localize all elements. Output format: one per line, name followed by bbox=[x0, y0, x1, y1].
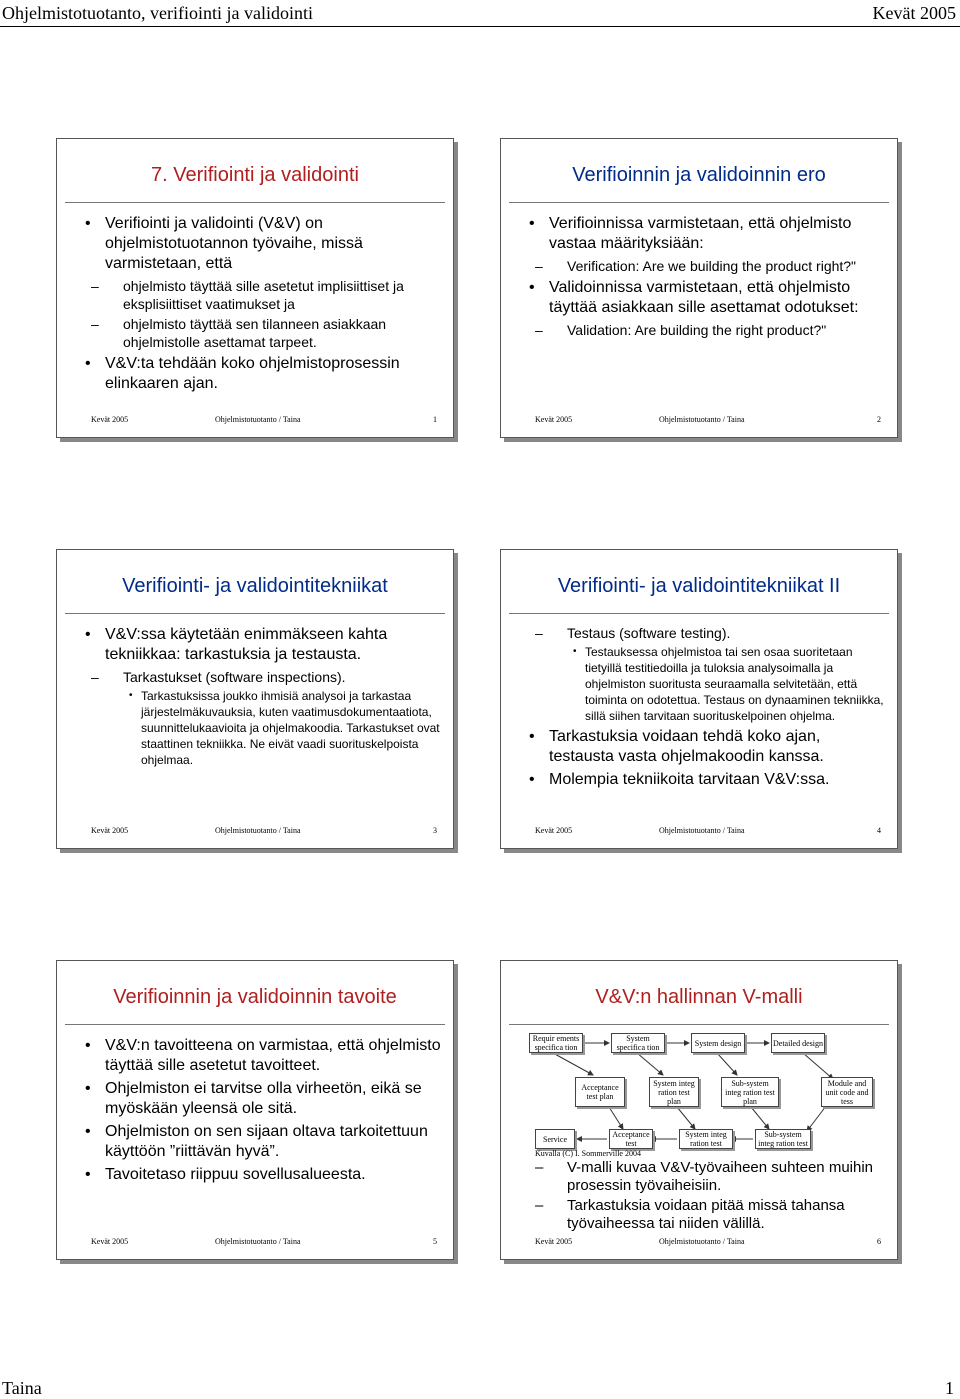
bullet: • Ohjelmiston ei tarvitse olla virheetön, eikä se myöskään yleensä ole sitä. bbox=[75, 1079, 441, 1119]
slide-number: 4 bbox=[877, 826, 881, 835]
title-rule bbox=[65, 613, 445, 614]
slide-footer-course: Ohjelmistotuotanto / Taina bbox=[659, 826, 745, 835]
footer-author: Taina bbox=[2, 1378, 42, 1398]
sub-bullet: – V-malli kuvaa V&V-työvaiheen suhteen muihin prosessin työvaiheisiin. bbox=[519, 1159, 885, 1195]
slide-footer bbox=[509, 826, 889, 838]
slide-number: 1 bbox=[433, 415, 437, 424]
slide-footer-date: Kevät 2005 bbox=[535, 415, 573, 424]
bullet: • Ohjelmiston on sen sijaan oltava tarkoitettuun käyttöön ”riittävän hyvä”. bbox=[75, 1122, 441, 1162]
slide-title: V&V:n hallinnan V-malli bbox=[595, 986, 803, 1008]
slide-body bbox=[519, 1157, 885, 1235]
slide-body bbox=[75, 211, 441, 397]
v-box-system-spec: System specifica tion bbox=[611, 1033, 665, 1053]
bullet: • V&V:ta tehdään koko ohjelmistoprosessin elinkaaren ajan. bbox=[75, 354, 441, 394]
bullet: • Validoinnissa varmistetaan, että ohjelmisto täyttää asiakkaan sille asettamat odotukset: bbox=[519, 278, 885, 318]
slide-6 bbox=[500, 960, 898, 1260]
title-rule bbox=[509, 202, 889, 203]
v-box-requirements-spec: Requir ements specifica tion bbox=[529, 1033, 583, 1053]
bullet: • Molempia tekniikoita tarvitaan V&V:ssa. bbox=[519, 770, 885, 790]
sub-bullet: – Testaus (software testing). bbox=[519, 624, 885, 642]
title-rule bbox=[65, 202, 445, 203]
slide-title: Verifiointi- ja validointitekniikat bbox=[122, 575, 388, 597]
bullet: • V&V:n tavoitteena on varmistaa, että ohjelmisto täyttää sille asetetut tavoitteet. bbox=[75, 1036, 441, 1076]
v-box-service: Service bbox=[535, 1129, 575, 1149]
bullet: • V&V:ssa käytetään enimmäkseen kahta tekniikkaa: tarkastuksia ja testausta. bbox=[75, 625, 441, 665]
slide-title: Verifioinnin ja validoinnin ero bbox=[572, 164, 826, 186]
title-rule bbox=[65, 1024, 445, 1025]
slide-1 bbox=[56, 138, 454, 438]
bullet: • Verifioinnissa varmistetaan, että ohjelmisto vastaa määrityksiään: bbox=[519, 214, 885, 254]
slide-footer bbox=[65, 1237, 445, 1249]
v-box-system-integration-test-plan: System integ ration test plan bbox=[649, 1077, 699, 1107]
slide-title: Verifiointi- ja validointitekniikat II bbox=[557, 575, 841, 597]
sub-sub-bullet: • Tarkastuksissa joukko ihmisiä analysoi ja tarkastaa järjestelmäkuvauksia, kuten vaatimusdokumentaatiota, suunnittelukaavioita ja ohjelmakoodia. Tarkastukset ovat staattinen tekniikka. Ne eivät vaadi suorituskelpoista ohjelmaa. bbox=[75, 688, 441, 768]
slide-footer-date: Kevät 2005 bbox=[91, 415, 129, 424]
slide-4 bbox=[500, 549, 898, 849]
slide-number: 5 bbox=[433, 1237, 437, 1246]
slide-footer-course: Ohjelmistotuotanto / Taina bbox=[215, 415, 301, 424]
slide-number: 2 bbox=[877, 415, 881, 424]
bullet: • Verifiointi ja validointi (V&V) on ohjelmistotuotannon työvaihe, missä varmistetaan, että bbox=[75, 214, 441, 274]
header-rule bbox=[0, 26, 960, 27]
slide-footer-date: Kevät 2005 bbox=[535, 826, 573, 835]
slide-5 bbox=[56, 960, 454, 1260]
slide-title: Verifioinnin ja validoinnin tavoite bbox=[113, 986, 397, 1008]
slide-footer bbox=[65, 826, 445, 838]
sub-sub-bullet: • Testauksessa ohjelmistoa tai sen osaa suoritetaan tietyillä testitiedoilla ja tuloksia analysoimalla ja ohjelmiston suoritusta seuraamalla selvitetään, että toiminta on odotettua. Testaus on dynaaminen tekniikka, sillä siihen tarvitaan suorituskelpoinen ohjelma. bbox=[519, 644, 885, 724]
slide-body bbox=[75, 622, 441, 770]
slide-footer-date: Kevät 2005 bbox=[535, 1237, 573, 1246]
footer-page-number: 1 bbox=[945, 1378, 954, 1398]
slide-title: 7. Verifiointi ja validointi bbox=[151, 164, 359, 186]
slide-footer bbox=[65, 415, 445, 427]
slide-body bbox=[75, 1033, 441, 1188]
slide-number: 6 bbox=[877, 1237, 881, 1246]
sub-bullet: – ohjelmisto täyttää sille asetetut implisiittiset ja eksplisiittiset vaatimukset ja bbox=[75, 277, 441, 313]
title-rule bbox=[509, 613, 889, 614]
sub-bullet: – Verification: Are we building the product right?" bbox=[519, 257, 885, 275]
slide-footer bbox=[509, 1237, 889, 1249]
title-rule bbox=[509, 1024, 889, 1025]
slide-footer bbox=[509, 415, 889, 427]
sub-bullet: – ohjelmisto täyttää sen tilanneen asiakkaan ohjelmistolle asettamat tarpeet. bbox=[75, 315, 441, 351]
v-box-subsystem-integration-test-plan: Sub-system integ ration test plan bbox=[721, 1077, 779, 1107]
slide-footer-course: Ohjelmistotuotanto / Taina bbox=[659, 1237, 745, 1246]
page-footer bbox=[0, 1378, 960, 1399]
slide-footer-date: Kevät 2005 bbox=[91, 826, 129, 835]
slide-body bbox=[519, 211, 885, 341]
bullet: • Tarkastuksia voidaan tehdä koko ajan, testausta vasta ohjelmakoodin kanssa. bbox=[519, 727, 885, 767]
slide-body bbox=[519, 622, 885, 793]
slide-footer-course: Ohjelmistotuotanto / Taina bbox=[215, 1237, 301, 1246]
slide-footer-course: Ohjelmistotuotanto / Taina bbox=[659, 415, 745, 424]
bullet: • Tavoitetaso riippuu sovellusalueesta. bbox=[75, 1165, 441, 1185]
v-box-acceptance-test: Acceptance test bbox=[609, 1129, 653, 1149]
v-box-detailed-design: Detailed design bbox=[771, 1033, 825, 1053]
slide-footer-course: Ohjelmistotuotanto / Taina bbox=[215, 826, 301, 835]
diagram-credit: Kuvalla (C) I. Sommerville 2004 bbox=[535, 1149, 641, 1158]
header-term: Kevät 2005 bbox=[872, 3, 956, 23]
v-box-system-design: System design bbox=[691, 1033, 745, 1053]
header-title: Ohjelmistotuotanto, verifiointi ja validointi bbox=[2, 3, 313, 23]
sub-bullet: – Tarkastuksia voidaan pitää missä tahansa työvaiheessa tai niiden välillä. bbox=[519, 1197, 885, 1233]
slide-footer-date: Kevät 2005 bbox=[91, 1237, 129, 1246]
slide-number: 3 bbox=[433, 826, 437, 835]
v-box-module-unit-code: Module and unit code and tess bbox=[821, 1077, 873, 1107]
slide-2 bbox=[500, 138, 898, 438]
sub-bullet: – Tarkastukset (software inspections). bbox=[75, 668, 441, 686]
v-box-acceptance-test-plan: Acceptance test plan bbox=[575, 1077, 625, 1107]
page-header bbox=[0, 0, 960, 30]
slide-3 bbox=[56, 549, 454, 849]
v-box-system-integration-test: System integ ration test bbox=[679, 1129, 733, 1149]
v-box-subsystem-integration-test: Sub-system integ ration test bbox=[755, 1129, 811, 1149]
sub-bullet: – Validation: Are building the right product?" bbox=[519, 321, 885, 339]
